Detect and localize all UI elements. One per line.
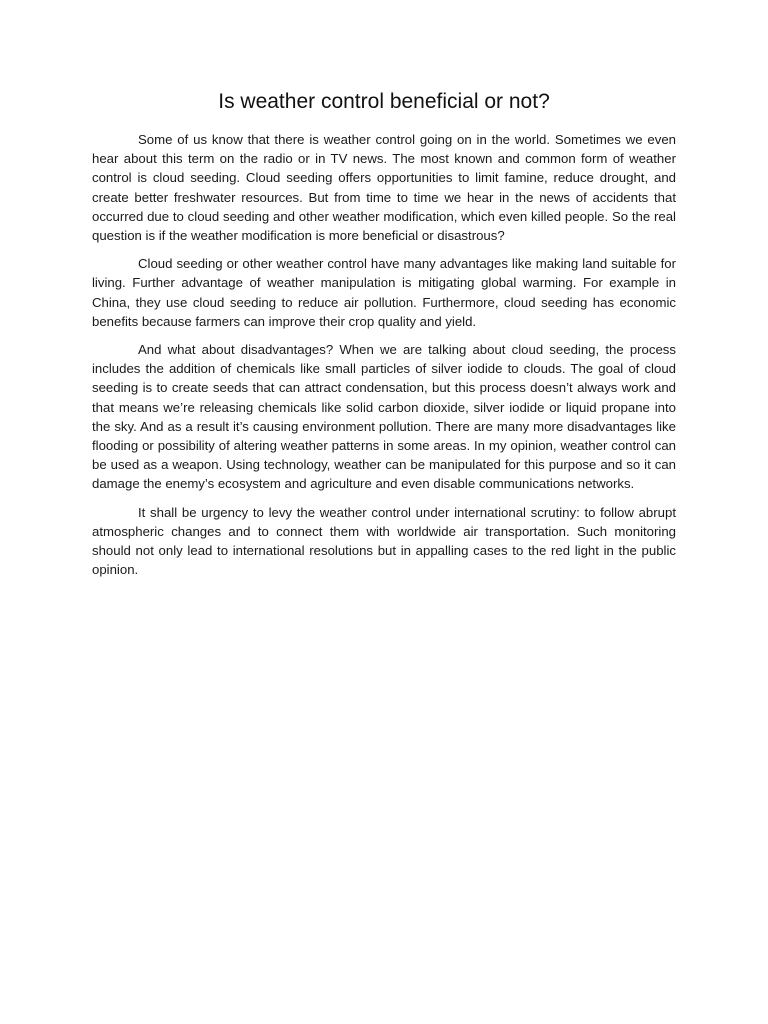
paragraph-intro: Some of us know that there is weather control going on in the world. Sometimes we even hear about this term on the radio or in TV news. The most known and common form of weather control is cloud seeding. Cloud seeding offers opportunities to limit famine, reduce drought, and create better freshwater resources. But from time to time we hear in the news of accidents that occurred due to cloud seeding and other weather modification, which even killed people. So the real question is if the weather modification is more beneficial or disastrous? [92,132,676,244]
document-title: Is weather control beneficial or not? [218,90,550,113]
paragraph-advantages: Cloud seeding or other weather control have many advantages like making land suitable for living. Further advantage of weather manipulation is mitigating global warming. For example in China, they use cloud seeding to reduce air pollution. Furthermore, cloud seeding has economic benefits because farmers can improve their crop quality and yield. [92,256,676,329]
paragraph-conclusion: It shall be urgency to levy the weather control under international scrutiny: to follow abrupt atmospheric changes and to connect them with worldwide air transportation. Such monitoring should not only lead to international resolutions but in appalling cases to the red light in the public opinion. [92,504,676,578]
paragraph-disadvantages: And what about disadvantages? When we are talking about cloud seeding, the process includes the addition of chemicals like small particles of silver iodide to clouds. The goal of cloud seeding is to create seeds that can attract condensation, but this process doesn’t always work and that means we’re releasing chemicals like solid carbon dioxide, silver iodide or liquid propane into the sky. And as a result it’s causing environment pollution. There are many more disadvantages like flooding or possibility of altering weather patterns in some areas. In my opinion, weather control can be used as a weapon. Using technology, weather can be manipulated for this purpose and so it can damage the enemy’s ecosystem and agriculture and even disable communications networks. [92,342,676,492]
